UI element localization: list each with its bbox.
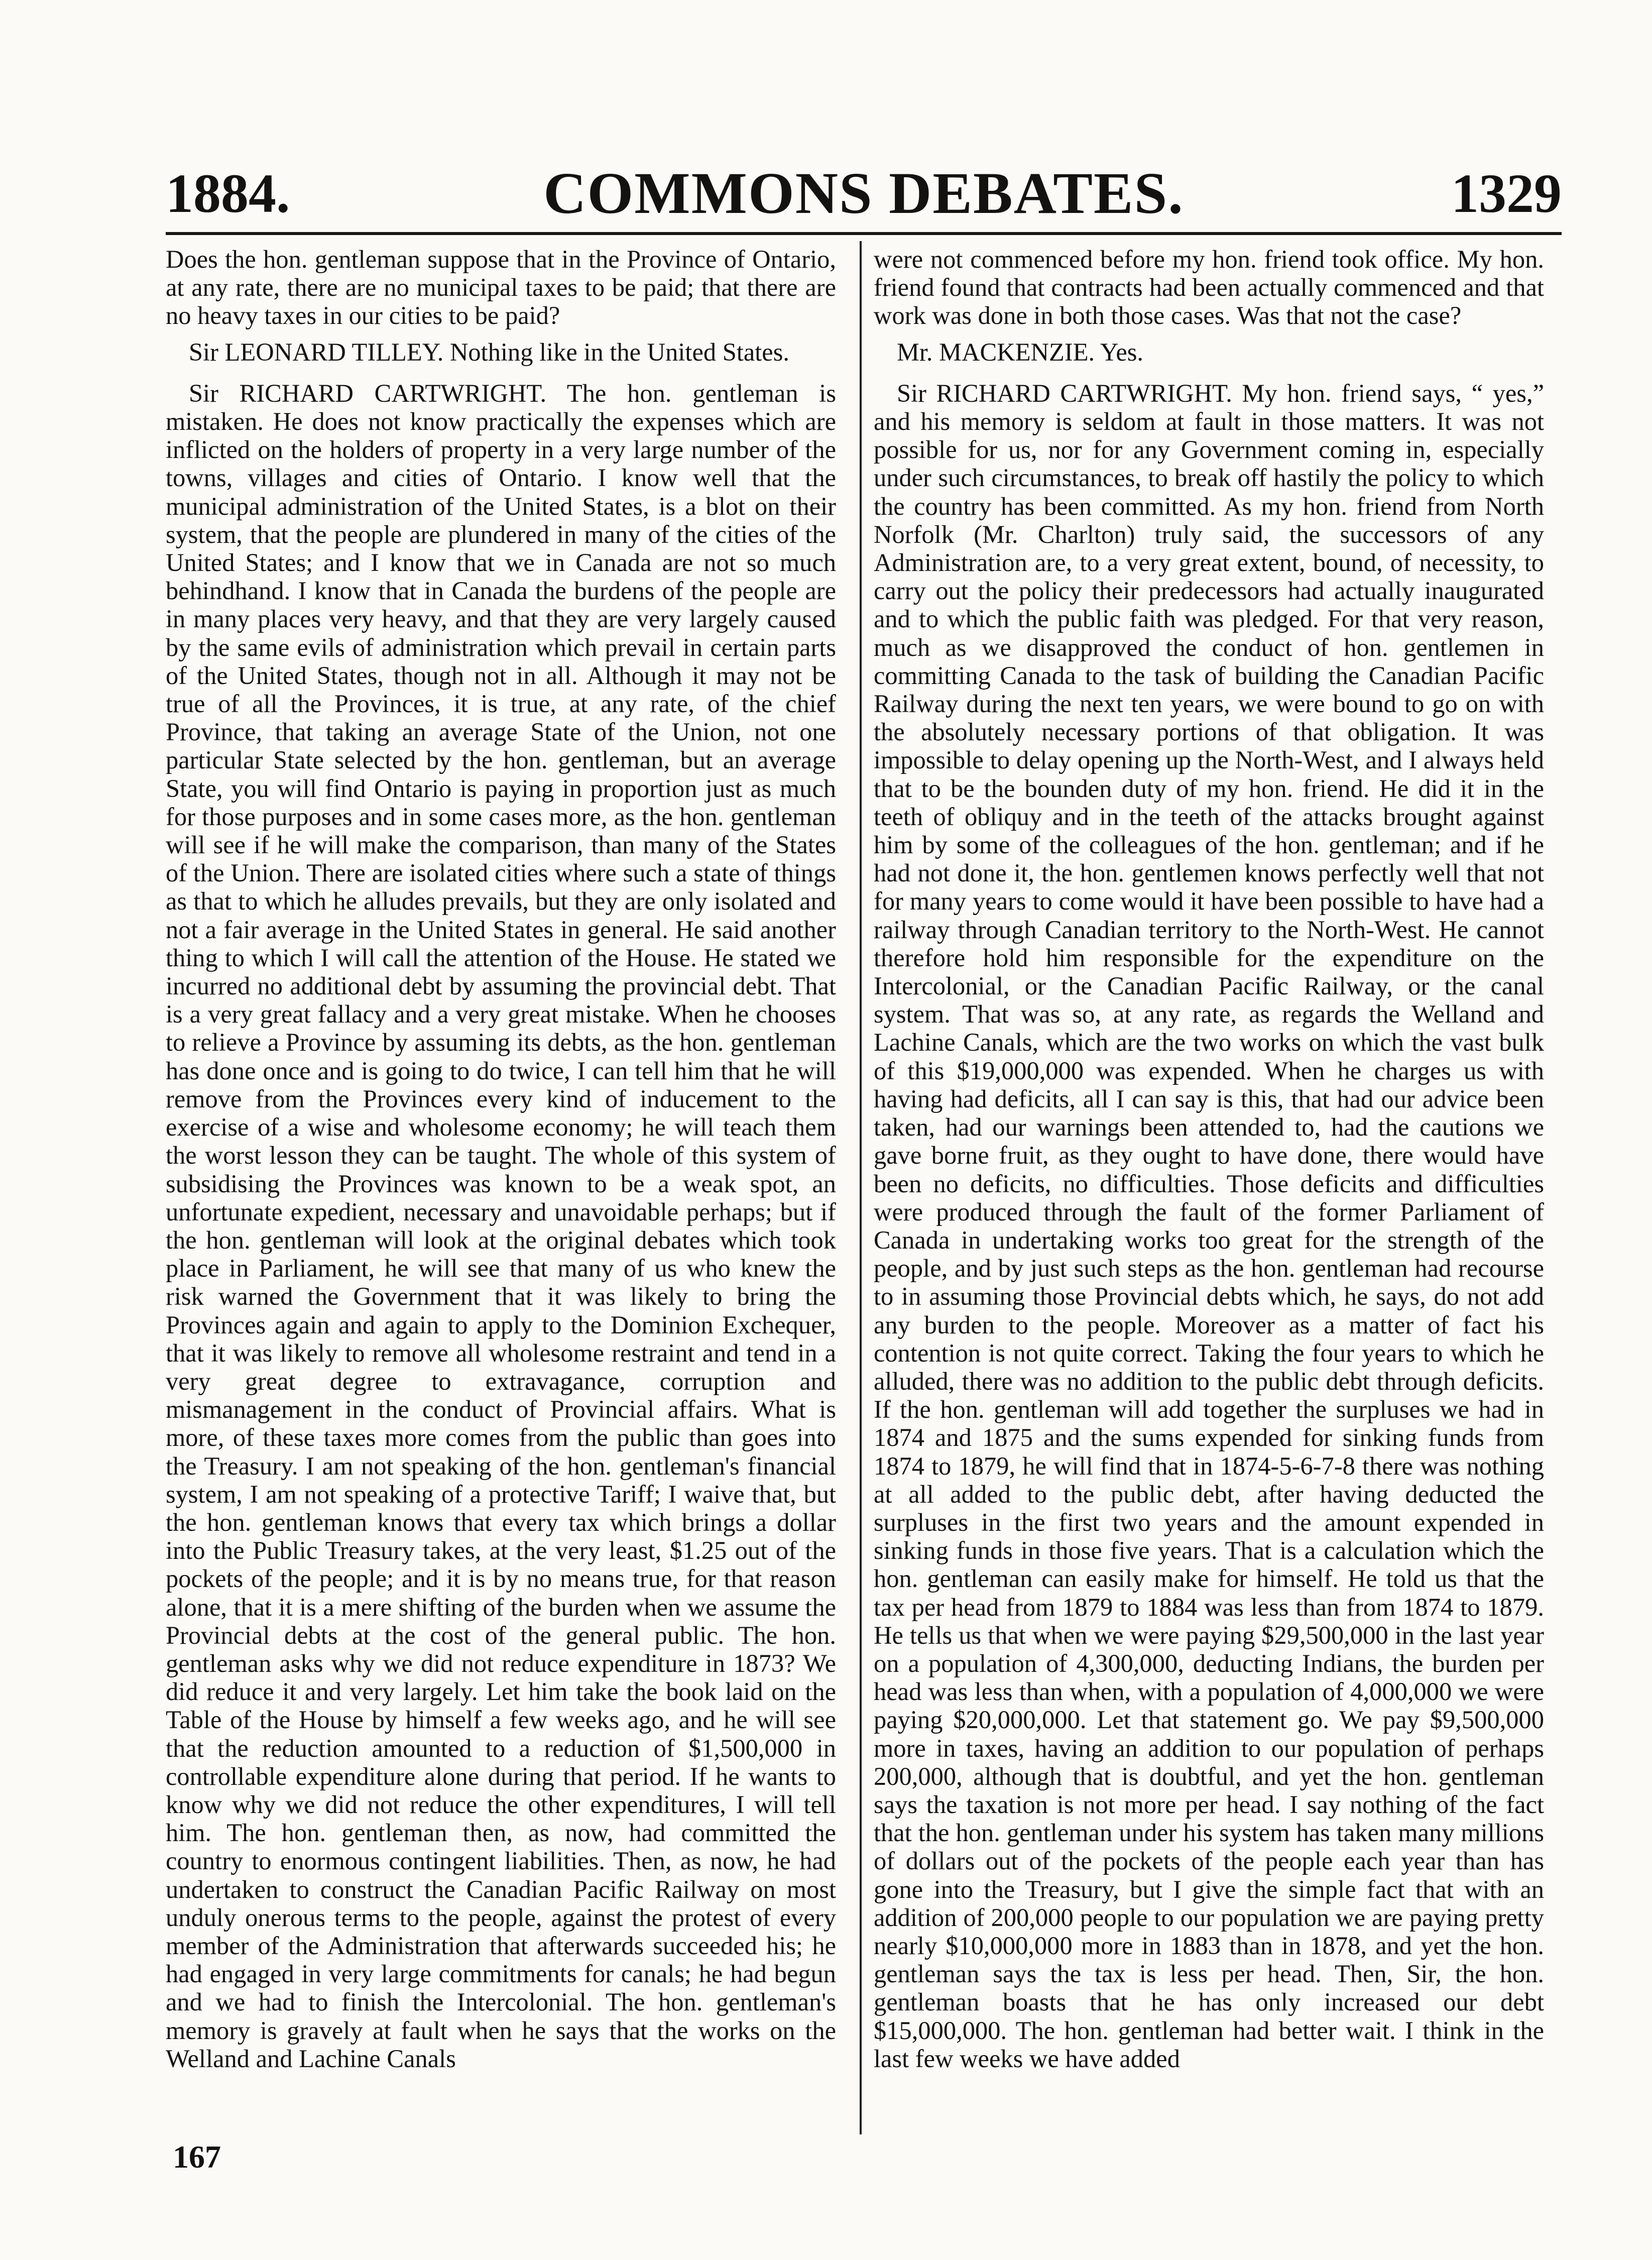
signature-mark: 167 <box>173 2139 221 2175</box>
paragraph-cartwright: Sir RICHARD CARTWRIGHT. My hon. friend says, “ yes,” and his memory is seldom at fault in those matters. It was not possible for us, nor for any Government coming in, especially under such circumstances, to break off hastily the policy to which the country has been committed. As my hon. friend from North Norfolk (Mr. Charlton) truly said, the successors of any Administration are, to a very great extent, bound, of necessity, to carry out the policy their predecessors had actually inaugurated and to which the public faith was pledged. For that very reason, much as we disapproved the conduct of hon. gentlemen in committing Canada to the task of building the Canadian Pacific Railway during the next ten years, we were bound to go on with the absolutely necessary portions of that obligation. It was impossible to delay opening up the North-West, and I always held that to be the bounden duty of my hon. friend. He did it in the teeth of obliquy and in the teeth of the attacks brought against him by some of the colleagues of the hon. gentleman; and if he had not done it, the hon. gentlemen knows perfectly well that not for many years to come would it have been possible to have had a railway through Canadian territory to the North-West. He cannot therefore hold him responsible for the expenditure on the Intercolonial, or the Canadian Pacific Railway, or the canal system. That was so, at any rate, as regards the Welland and Lachine Canals, which are the two works on which the vast bulk of this $19,000,000 was expended. When he charges us with having had deficits, all I can say is this, that had our advice been taken, had our warnings been attended to, had the cautions we gave borne fruit, as they ought to have done, there would have been no deficits, no difficulties. Those deficits and difficulties were produced through the fault of the former Parliament of Canada in undertaking works too great for the strength of the people, and by just such steps as the hon. gentleman had recourse to in assuming those Provincial debts which, he says, do not add any burden to the people. Moreover as a matter of fact his contention is not quite correct. Taking the four years to which he alluded, there was no addition to the public debt through deficits. If the hon. gentleman will add together the surpluses we had in 1874 and 1875 and the sums expended for sinking funds from 1874 to 1879, he will find that in 1874-5-6-7-8 there was nothing at all added to the public debt, after having deducted the surpluses in the first two years and the amount expended in sinking funds in those five years. That is a calculation which the hon. gentleman can easily make for himself. He told us that the tax per head from 1879 to 1884 was less than from 1874 to 1879. He tells us that when we were paying $29,500,000 in the last year on a population of 4,300,000, deducting Indians, the burden per head was less than when, with a population of 4,000,000 we were paying $20,000,000. Let that statement go. We pay $9,500,000 more in taxes, having an addition to our population of perhaps 200,000, although that is doubtful, and yet the hon. gentleman says the taxation is not more per head. I say nothing of the fact that the hon. gentleman under his system has taken many millions of dollars out of the pockets of the people each year than has gone into the Treasury, but I give the simple fact that with an addition of 200,000 people to our population we are paying pretty nearly $10,000,000 more in 1883 than in 1878, and yet the hon. gentleman says the tax is less per head. Then, Sir, the hon. gentleman boasts that he has only increased our debt $15,000,000. The hon. gentleman had better wait. I think in the last few weeks we have added <box>874 379 1544 2073</box>
paragraph-tilley: Sir LEONARD TILLEY. Nothing like in the United States. <box>189 337 789 366</box>
paragraph-continuation: were not commenced before my hon. friend took office. My hon. friend found that contracts had been actually commenced and that work was done in both those cases. Was that not the case? <box>874 245 1544 330</box>
column-divider <box>860 241 862 2134</box>
publication-title: COMMONS DEBATES. <box>543 160 1184 226</box>
page-header <box>166 151 1562 236</box>
page-number: 1329 <box>1451 163 1562 224</box>
header-rule <box>166 232 1562 235</box>
left-column <box>166 245 836 2081</box>
year: 1884. <box>166 163 290 224</box>
paragraph-cartwright: Sir RICHARD CARTWRIGHT. The hon. gentleman is mistaken. He does not know practically the expenses which are inflicted on the holders of property in a very large number of the towns, villages and cities of Ontario. I know well that the municipal administration of the United States, is a blot on their system, that the people are plundered in many of the cities of the United States; and I know that we in Canada are not so much behindhand. I know that in Canada the burdens of the people are in many places very heavy, and that they are very largely caused by the same evils of administration which prevail in certain parts of the United States, though not in all. Although it may not be true of all the Provinces, it is true, at any rate, of the chief Province, that taking an average State of the Union, not one particular State selected by the hon. gentleman, but an average State, you will find Ontario is paying in proportion just as much for those purposes and in some cases more, as the hon. gentleman will see if he will make the comparison, than many of the States of the Union. There are isolated cities where such a state of things as that to which he alludes prevails, but they are only isolated and not a fair average in the United States in general. He said another thing to which I will call the attention of the House. He stated we incurred no additional debt by assuming the provincial debt. That is a very great fallacy and a very great mistake. When he chooses to relieve a Province by assuming its debts, as the hon. gentleman has done once and is going to do twice, I can tell him that he will remove from the Provinces every kind of inducement to the exercise of a wise and wholesome economy; he will teach them the worst lesson they can be taught. The whole of this system of subsidising the Provinces was known to be a weak spot, an unfortunate expedient, necessary and unavoidable perhaps; but if the hon. gentleman will look at the original debates which took place in Parliament, he will see that many of us who knew the risk warned the Government that it was likely to bring the Provinces again and again to apply to the Dominion Exchequer, that it was likely to remove all wholesome restraint and tend in a very great degree to extravagance, corruption and mismanagement in the conduct of Provincial affairs. What is more, of these taxes more comes from the public than goes into the Treasury. I am not speaking of the hon. gentleman's financial system, I am not speaking of a protective Tariff; I waive that, but the hon. gentleman knows that every tax which brings a dollar into the Public Treasury takes, at the very least, $1.25 out of the pockets of the people; and it is by no means true, for that reason alone, that it is a mere shifting of the burden when we assume the Provincial debts at the cost of the general public. The hon. gentleman asks why we did not reduce expenditure in 1873? We did reduce it and very largely. Let him take the book laid on the Table of the House by himself a few weeks ago, and he will see that the reduction amounted to a reduction of $1,500,000 in controllable expenditure alone during that period. If he wants to know why we did not reduce the other expenditures, I will tell him. The hon. gentleman then, as now, had committed the country to enormous contingent liabilities. Then, as now, he had undertaken to construct the Canadian Pacific Railway on most unduly onerous terms to the people, against the protest of every member of the Administration that afterwards succeeded his; he had engaged in very large commitments for canals; he had begun and we had to finish the Intercolonial. The hon. gentleman's memory is gravely at fault when he says that the works on the Welland and Lachine Canals <box>166 379 836 2073</box>
paragraph-continuation: Does the hon. gentleman suppose that in the Province of Ontario, at any rate, there are no municipal taxes to be paid; that there are no heavy taxes in our cities to be paid? <box>166 245 836 330</box>
paragraph-mackenzie: Mr. MACKENZIE. Yes. <box>897 337 1144 366</box>
right-column <box>874 245 1544 2081</box>
